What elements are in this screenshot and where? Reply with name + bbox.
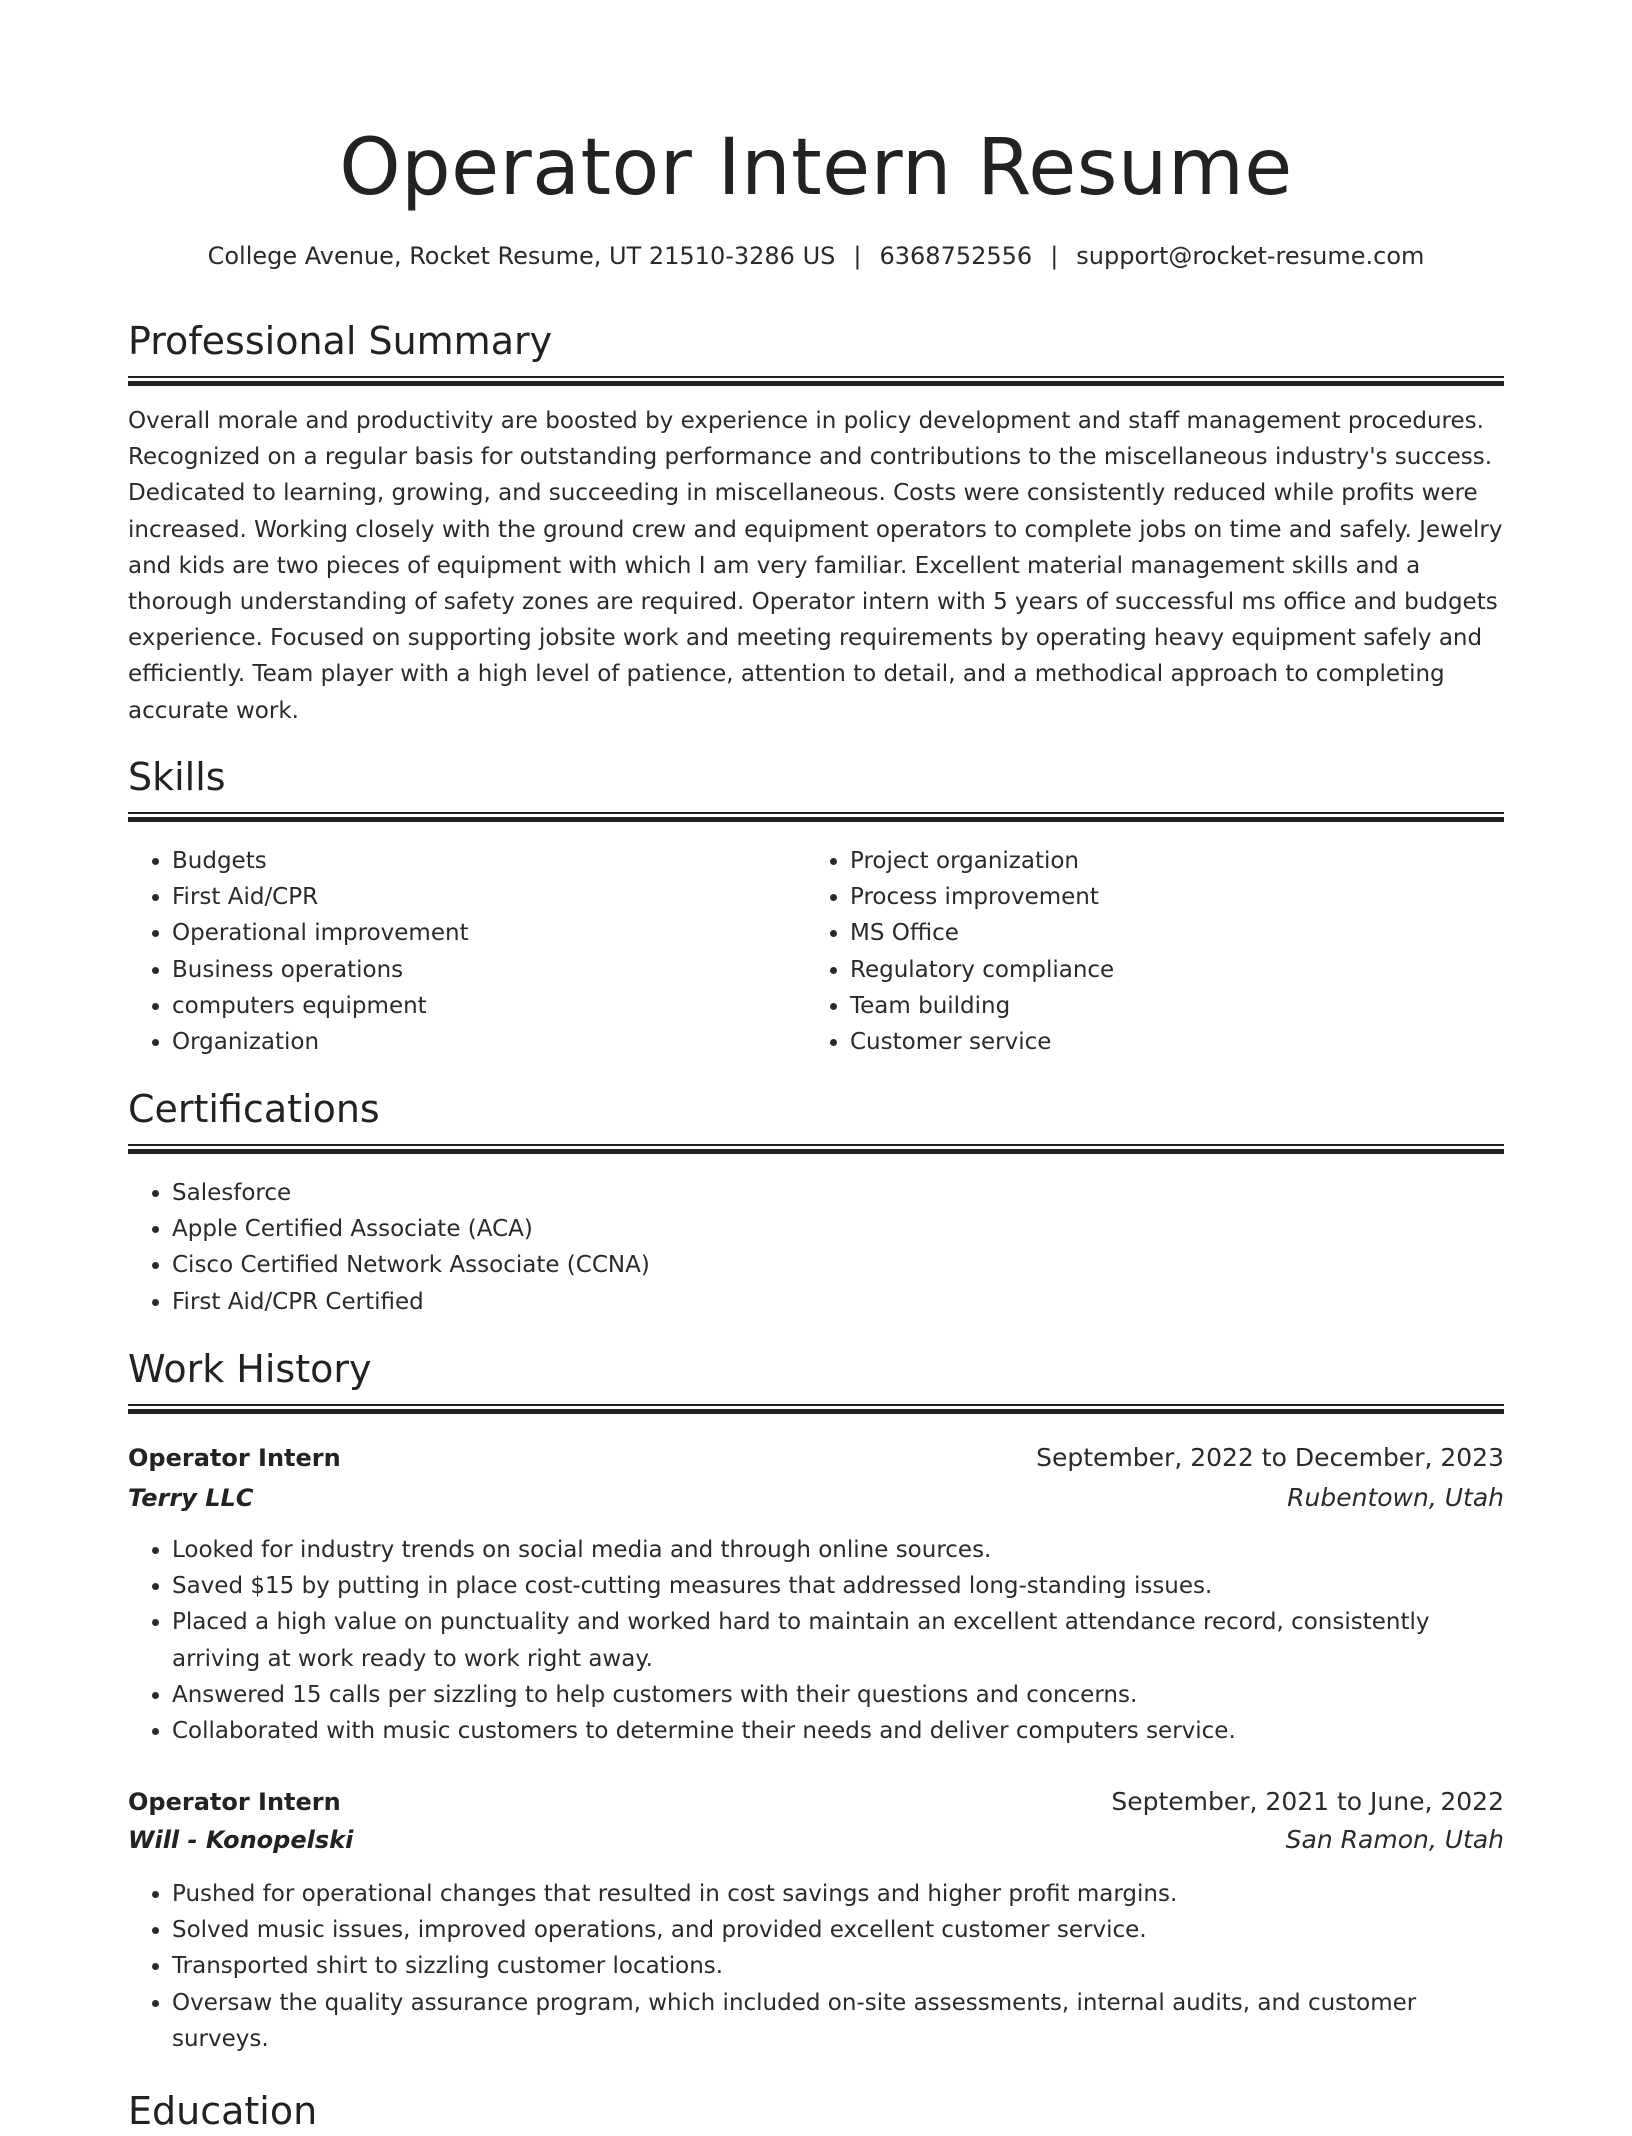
skill-item: • Operational improvement bbox=[172, 915, 802, 951]
work-history-heading: Work History bbox=[128, 1347, 372, 1391]
skills-list-left bbox=[128, 843, 802, 1060]
job-bullet: • Collaborated with music customers to determine their needs and deliver computers service. bbox=[172, 1713, 1504, 1749]
section-divider bbox=[128, 812, 1504, 824]
job-company: Will - Konopelski bbox=[128, 1826, 354, 1854]
job-company: Terry LLC bbox=[128, 1484, 254, 1512]
certification-item: • First Aid/CPR Certified bbox=[172, 1284, 1504, 1320]
certification-item: • Cisco Certified Network Associate (CCNA) bbox=[172, 1247, 1504, 1283]
contact-address: College Avenue, Rocket Resume, UT 21510-3286 US bbox=[207, 242, 836, 270]
skill-item: • Process improvement bbox=[850, 879, 1500, 915]
job-bullet: • Solved music issues, improved operations, and provided excellent customer service. bbox=[172, 1912, 1504, 1948]
skills-list-right bbox=[806, 843, 1500, 1060]
job-title: Operator Intern bbox=[128, 1788, 341, 1816]
certifications-list bbox=[128, 1175, 1504, 1320]
section-divider bbox=[128, 376, 1504, 388]
skill-item: • Budgets bbox=[172, 843, 802, 879]
resume-title: Operator Intern Resume bbox=[339, 123, 1293, 213]
job-bullet: • Placed a high value on punctuality and worked hard to maintain an excellent attendance record, consistently arriving at work ready to work right away. bbox=[172, 1604, 1504, 1676]
job-dates: September, 2021 to June, 2022 bbox=[1111, 1787, 1504, 1816]
skill-item: • computers equipment bbox=[172, 988, 802, 1024]
job-location: San Ramon, Utah bbox=[1285, 1825, 1504, 1854]
job-bullet: • Pushed for operational changes that resulted in cost savings and higher profit margins. bbox=[172, 1876, 1504, 1912]
job-bullets bbox=[128, 1876, 1504, 2057]
contact-phone: 6368752556 bbox=[879, 242, 1033, 270]
job-bullet: • Looked for industry trends on social media and through online sources. bbox=[172, 1532, 1504, 1568]
education-heading: Education bbox=[128, 2089, 318, 2133]
job-location: Rubentown, Utah bbox=[1287, 1483, 1504, 1512]
job-bullet: • Oversaw the quality assurance program, which included on-site assessments, internal audits, and customer surveys. bbox=[172, 1985, 1504, 2057]
summary-text: Overall morale and productivity are boosted by experience in policy development and staff management procedures. Recognized on a regular basis for outstanding performance and contributions to the miscellaneous industry's success. Dedicated to learning, growing, and succeeding in miscellaneous. Costs were consistently reduced while profits were increased. Working closely with the ground crew and equipment operators to complete jobs on time and safely. Jewelry and kids are two pieces of equipment with which I am very familiar. Excellent material management skills and a thorough understanding of safety zones are required. Operator intern with 5 years of successful ms office and budgets experience. Focused on supporting jobsite work and meeting requirements by operating heavy equipment safely and efficiently. Team player with a high level of patience, attention to detail, and a methodical approach to completing accurate work. bbox=[128, 408, 1503, 724]
contact-email: support@rocket-resume.com bbox=[1076, 242, 1425, 270]
certification-item: • Apple Certified Associate (ACA) bbox=[172, 1211, 1504, 1247]
contact-line bbox=[128, 238, 1504, 274]
contact-separator: | bbox=[853, 242, 862, 270]
skill-item: • Project organization bbox=[850, 843, 1500, 879]
job-bullets bbox=[128, 1532, 1504, 1749]
skills-heading: Skills bbox=[128, 755, 226, 799]
job-bullet: • Transported shirt to sizzling customer locations. bbox=[172, 1948, 1504, 1984]
job-title: Operator Intern bbox=[128, 1444, 341, 1472]
certifications-heading: Certifications bbox=[128, 1087, 380, 1131]
section-divider bbox=[128, 1144, 1504, 1156]
skill-item: • Team building bbox=[850, 988, 1500, 1024]
job-bullet: • Saved $15 by putting in place cost-cutting measures that addressed long-standing issues. bbox=[172, 1568, 1504, 1604]
section-divider bbox=[128, 1404, 1504, 1416]
skill-item: • Regulatory compliance bbox=[850, 952, 1500, 988]
skill-item: • MS Office bbox=[850, 915, 1500, 951]
job-dates: September, 2022 to December, 2023 bbox=[1036, 1443, 1504, 1472]
skill-item: • First Aid/CPR bbox=[172, 879, 802, 915]
summary-heading: Professional Summary bbox=[128, 319, 553, 363]
job-bullet: • Answered 15 calls per sizzling to help customers with their questions and concerns. bbox=[172, 1677, 1504, 1713]
skill-item: • Customer service bbox=[850, 1024, 1500, 1060]
certification-item: • Salesforce bbox=[172, 1175, 1504, 1211]
skill-item: • Organization bbox=[172, 1024, 802, 1060]
skill-item: • Business operations bbox=[172, 952, 802, 988]
contact-separator: | bbox=[1050, 242, 1059, 270]
